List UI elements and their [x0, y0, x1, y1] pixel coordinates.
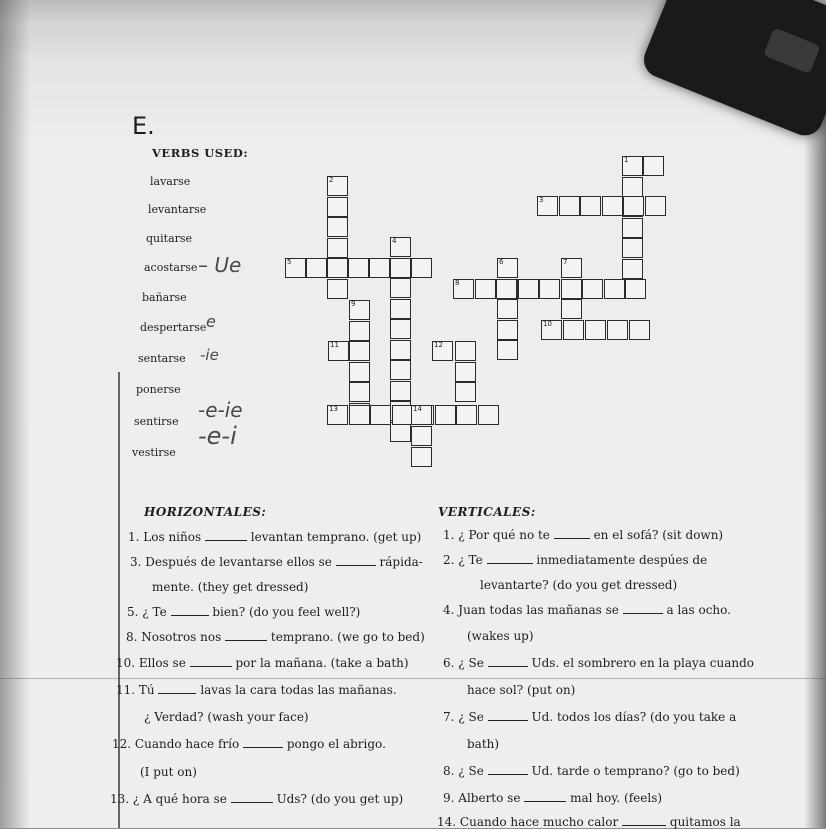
clue-v8: 8. ¿ Se Ud. tarde o temprano? (go to bed)	[443, 764, 740, 778]
crossword-cell[interactable]	[390, 319, 411, 339]
crossword-cell[interactable]	[390, 299, 411, 319]
crossword-cell[interactable]	[497, 299, 518, 319]
verb-item: vestirse	[132, 446, 176, 459]
crossword-cell[interactable]	[496, 279, 517, 299]
crossword-cell[interactable]	[349, 382, 370, 402]
answer-blank[interactable]	[336, 555, 376, 566]
clue-number: 7	[563, 258, 568, 266]
clue-number: 9	[351, 300, 356, 308]
answer-blank[interactable]	[225, 630, 267, 641]
clue-v6-continued: hace sol? (put on)	[467, 683, 576, 697]
crossword-cell[interactable]	[349, 321, 370, 341]
clue-h3-continued: mente. (they get dressed)	[152, 580, 309, 594]
crossword-cell[interactable]	[349, 300, 370, 320]
answer-blank[interactable]	[231, 792, 273, 803]
fold-line	[0, 678, 826, 679]
crossword-cell[interactable]	[455, 341, 476, 361]
clue-h5: 5. ¿ Te bien? (do you feel well?)	[127, 605, 361, 619]
crossword-cell[interactable]	[622, 218, 643, 238]
crossword-cell[interactable]	[370, 405, 391, 425]
clue-v7: 7. ¿ Se Ud. todos los días? (do you take a	[443, 710, 737, 724]
horizontales-title: HORIZONTALES:	[144, 505, 267, 519]
crossword-cell[interactable]	[327, 258, 348, 278]
answer-blank[interactable]	[488, 764, 528, 775]
crossword-cell[interactable]	[455, 382, 476, 402]
handwritten-note: -ie	[200, 346, 219, 364]
clue-h11: 11. Tú lavas la cara todas las mañanas.	[116, 683, 397, 697]
crossword-cell[interactable]	[411, 258, 432, 278]
crossword-cell[interactable]	[411, 447, 432, 467]
crossword-cell[interactable]	[390, 381, 411, 401]
handwritten-note: – Ue	[198, 253, 242, 277]
verb-item: despertarse	[140, 321, 207, 334]
crossword-cell[interactable]	[327, 176, 348, 196]
crossword-cell[interactable]	[563, 320, 584, 340]
crossword-cell[interactable]	[602, 196, 623, 216]
verbs-used-title: VERBS USED:	[152, 146, 249, 160]
verb-item: lavarse	[150, 175, 191, 188]
section-letter: E.	[132, 112, 155, 140]
crossword-cell[interactable]	[432, 341, 453, 361]
clue-v1: 1. ¿ Por qué no te en el sofá? (sit down)	[443, 528, 724, 542]
crossword-cell[interactable]	[411, 426, 432, 446]
clue-h1: 1. Los niños levantan temprano. (get up)	[128, 530, 422, 544]
crossword-cell[interactable]	[369, 258, 390, 278]
crossword-cell[interactable]	[390, 237, 411, 257]
crossword-cell[interactable]	[327, 238, 348, 258]
crossword-cell[interactable]	[537, 196, 558, 216]
answer-blank[interactable]	[554, 528, 590, 539]
verb-item: sentirse	[134, 415, 179, 428]
crossword-cell[interactable]	[561, 279, 582, 299]
clue-v2-continued: levantarte? (do you get dressed)	[480, 578, 678, 592]
margin-line	[118, 372, 120, 828]
crossword-cell[interactable]	[580, 196, 601, 216]
crossword-cell[interactable]	[348, 258, 369, 278]
answer-blank[interactable]	[623, 603, 663, 614]
crossword-cell[interactable]	[622, 177, 643, 197]
crossword-cell[interactable]	[349, 341, 370, 361]
clue-number: 11	[330, 341, 339, 349]
answer-blank[interactable]	[524, 791, 566, 802]
verb-item: acostarse	[144, 261, 198, 274]
answer-blank[interactable]	[488, 710, 528, 721]
clue-number: 8	[455, 279, 460, 287]
crossword-cell[interactable]	[582, 279, 603, 299]
crossword-cell[interactable]	[497, 320, 518, 340]
crossword-cell[interactable]	[456, 405, 477, 425]
left-shadow	[0, 0, 30, 828]
crossword-cell[interactable]	[622, 238, 643, 258]
clue-v2: 2. ¿ Te inmediatamente despúes de	[443, 553, 708, 567]
clue-number: 12	[434, 341, 443, 349]
crossword-cell[interactable]	[349, 405, 370, 425]
answer-blank[interactable]	[243, 737, 283, 748]
clue-number: 6	[499, 258, 504, 266]
handwritten-note: -e-ie	[198, 398, 243, 422]
crossword-cell[interactable]	[607, 320, 628, 340]
clue-h10: 10. Ellos se por la mañana. (take a bath)	[116, 656, 409, 670]
crossword-cell[interactable]	[455, 362, 476, 382]
handwritten-note: e	[206, 312, 216, 331]
clue-h12: 12. Cuando hace frío pongo el abrigo.	[112, 737, 386, 751]
crossword-cell[interactable]	[629, 320, 650, 340]
crossword-cell[interactable]	[390, 360, 411, 380]
verb-item: quitarse	[146, 232, 193, 245]
crossword-cell[interactable]	[622, 156, 643, 176]
crossword-cell[interactable]	[390, 278, 411, 298]
phone-corner	[639, 0, 826, 141]
clue-v4-continued: (wakes up)	[467, 629, 534, 643]
crossword-cell[interactable]	[390, 340, 411, 360]
verb-item: bañarse	[142, 291, 187, 304]
answer-blank[interactable]	[171, 605, 209, 616]
clue-v7-continued: bath)	[467, 737, 500, 751]
clue-v9: 9. Alberto se mal hoy. (feels)	[443, 791, 663, 805]
answer-blank[interactable]	[190, 656, 232, 667]
crossword-cell[interactable]	[327, 279, 348, 299]
crossword-cell[interactable]	[327, 405, 348, 425]
verb-item: levantarse	[148, 203, 207, 216]
crossword-cell[interactable]	[622, 259, 643, 279]
answer-blank[interactable]	[487, 553, 533, 564]
clue-number: 13	[329, 405, 338, 413]
answer-blank[interactable]	[158, 683, 196, 694]
clue-number: 3	[539, 196, 544, 204]
clue-v14: 14. Cuando hace mucho calor quitamos la	[437, 815, 741, 829]
crossword-cell[interactable]	[285, 258, 306, 278]
crossword-cell[interactable]	[559, 196, 580, 216]
crossword-cell[interactable]	[585, 320, 606, 340]
crossword-cell[interactable]	[643, 156, 664, 176]
clue-v6: 6. ¿ Se Uds. el sombrero en la playa cuando	[443, 656, 755, 670]
right-shadow	[804, 100, 826, 828]
verb-item: sentarse	[138, 352, 186, 365]
crossword-cell[interactable]	[539, 279, 560, 299]
verb-item: ponerse	[136, 383, 181, 396]
crossword-cell[interactable]	[625, 279, 646, 299]
crossword-cell[interactable]	[475, 279, 496, 299]
crossword-cell[interactable]	[623, 196, 644, 216]
clue-v4: 4. Juan todas las mañanas se a las ocho.	[443, 603, 731, 617]
crossword-cell[interactable]	[453, 279, 474, 299]
clue-h11-continued: ¿ Verdad? (wash your face)	[144, 710, 309, 724]
clue-number: 4	[392, 237, 397, 245]
crossword-cell[interactable]	[561, 299, 582, 319]
answer-blank[interactable]	[205, 530, 247, 541]
handwritten-note: -e-i	[198, 422, 237, 450]
clue-number: 5	[287, 258, 292, 266]
crossword-cell[interactable]	[306, 258, 327, 278]
crossword-cell[interactable]	[327, 197, 348, 217]
crossword-cell[interactable]	[435, 405, 456, 425]
answer-blank[interactable]	[488, 656, 528, 667]
crossword-cell[interactable]	[349, 362, 370, 382]
clue-h13: 13. ¿ A qué hora se Uds? (do you get up)	[110, 792, 404, 806]
crossword-cell[interactable]	[392, 405, 413, 425]
clue-h3: 3. Después de levantarse ellos se rápida-	[130, 555, 423, 569]
clue-h8: 8. Nosotros nos temprano. (we go to bed)	[126, 630, 425, 644]
clue-number: 1	[624, 156, 629, 164]
crossword-cell[interactable]	[518, 279, 539, 299]
clue-h12-continued: (I put on)	[140, 765, 197, 779]
clue-number: 14	[413, 405, 422, 413]
crossword-cell[interactable]	[497, 258, 518, 278]
crossword-cell[interactable]	[561, 258, 582, 278]
crossword-cell[interactable]	[411, 405, 432, 425]
clue-number: 2	[329, 176, 334, 184]
crossword-cell[interactable]	[328, 341, 349, 361]
crossword-cell[interactable]	[604, 279, 625, 299]
crossword-cell[interactable]	[478, 405, 499, 425]
crossword-cell[interactable]	[497, 340, 518, 360]
crossword-cell[interactable]	[390, 258, 411, 278]
crossword-cell[interactable]	[327, 217, 348, 237]
crossword-cell[interactable]	[645, 196, 666, 216]
clue-number: 10	[543, 320, 552, 328]
verticales-title: VERTICALES:	[438, 505, 536, 519]
phone-clip	[763, 27, 821, 74]
answer-blank[interactable]	[622, 815, 666, 826]
crossword-cell[interactable]	[541, 320, 562, 340]
